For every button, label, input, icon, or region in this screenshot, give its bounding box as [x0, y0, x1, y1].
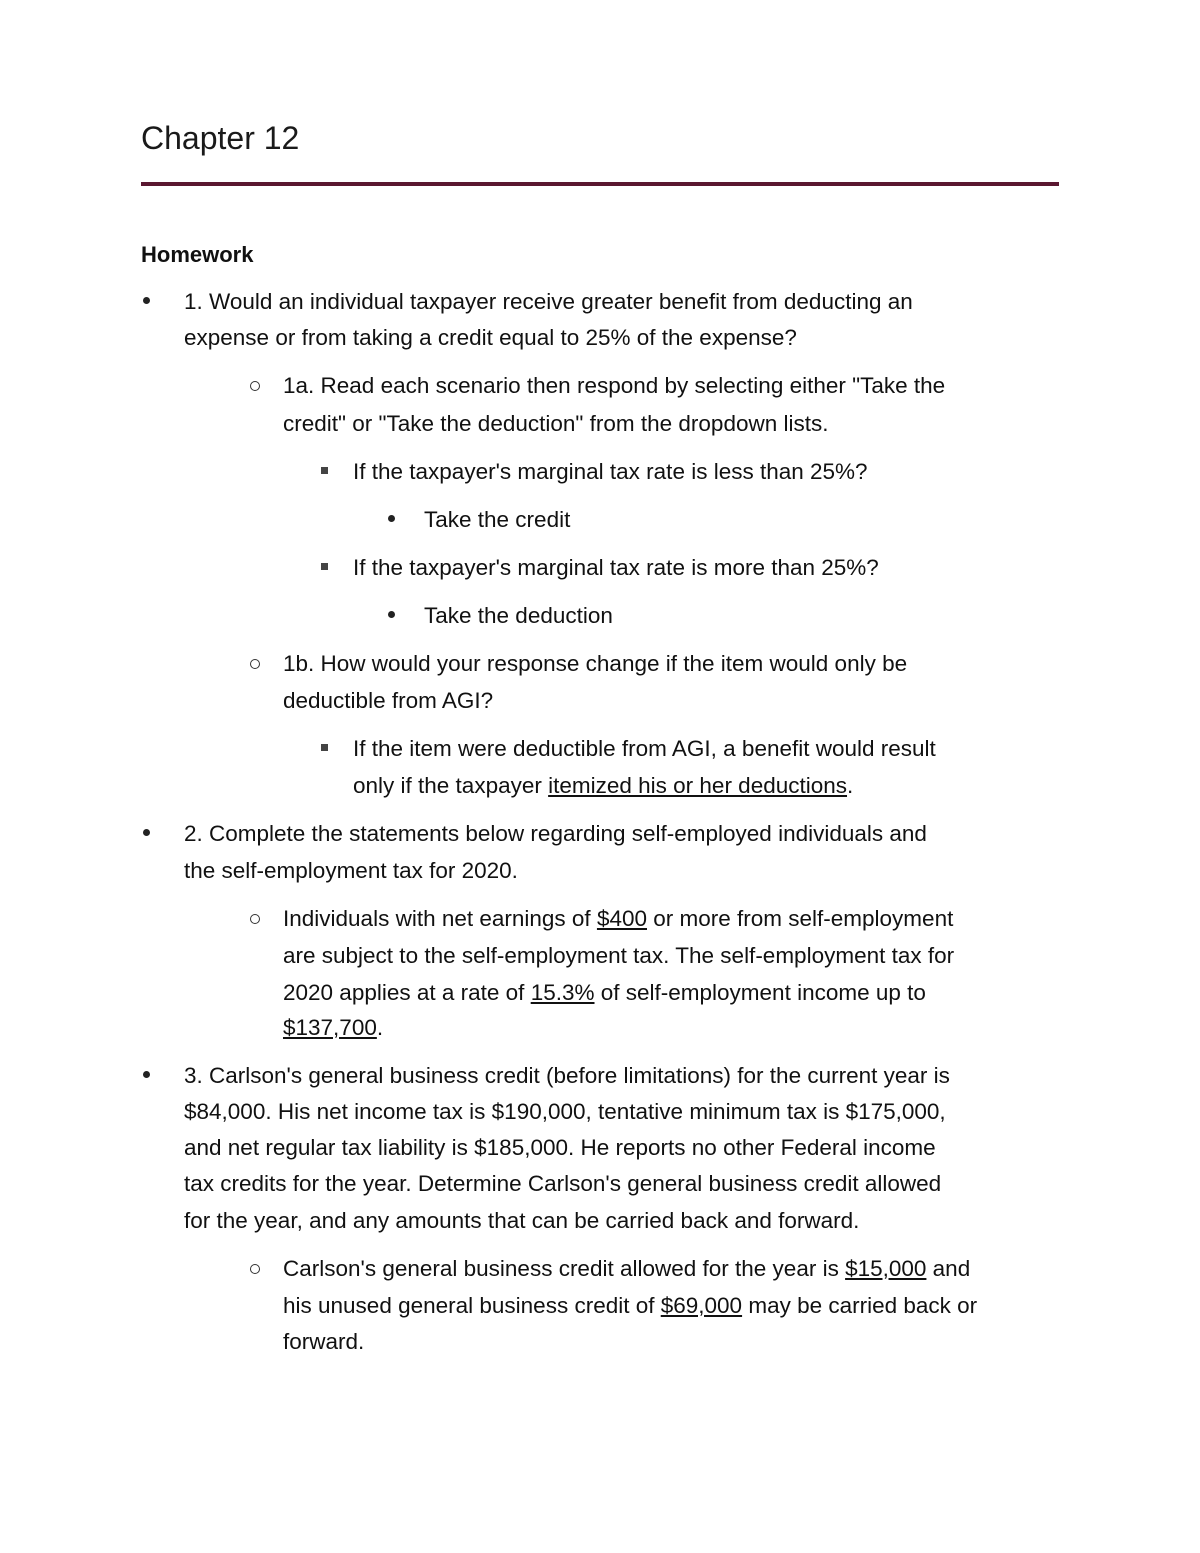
bullet-square-icon: [321, 563, 328, 570]
q1b-answer: itemized his or her deductions: [548, 773, 848, 798]
q2-text: of self-employment income up to: [594, 980, 926, 1005]
bullet-dot-icon: [143, 829, 150, 836]
q1-line: expense or from taking a credit equal to 25% of the expense?: [184, 325, 797, 350]
q3-text: and: [926, 1256, 971, 1281]
q3-text: may be carried back or: [742, 1293, 978, 1318]
bullet-circle-icon: [250, 914, 260, 924]
q2-answer-line: [283, 978, 926, 1008]
title-rule: [141, 182, 1059, 186]
q1a-answer: Take the credit: [424, 507, 571, 532]
bullet-circle-icon: [250, 1264, 260, 1274]
q3-answer-allowed: $15,000: [845, 1256, 927, 1281]
q2-line: the self-employment tax for 2020.: [184, 858, 518, 883]
q3-text: Carlson's general business credit allowed for the year is: [283, 1256, 846, 1281]
q3-answer-line: [283, 1291, 977, 1321]
section-heading: Homework: [141, 242, 254, 267]
q1a-scenario: If the taxpayer's marginal tax rate is more than 25%?: [353, 555, 879, 580]
q2-answer-line: are subject to the self-employment tax. The self-employment tax for: [283, 943, 955, 968]
bullet-dot-icon: [388, 515, 395, 522]
q3-answer-unused: $69,000: [660, 1293, 743, 1318]
q2-answer-earnings: $400: [596, 906, 647, 931]
q1a-line: credit" or "Take the deduction" from the dropdown lists.: [283, 411, 829, 436]
q1b-answer-suffix: .: [847, 773, 854, 798]
q2-text: .: [376, 1015, 384, 1040]
q1b-line: deductible from AGI?: [283, 688, 494, 713]
q1b-answer-line: If the item were deductible from AGI, a benefit would result: [353, 736, 936, 761]
bullet-circle-icon: [250, 659, 260, 669]
q2-text: or more from self-employment: [647, 906, 954, 931]
q1a-line: 1a. Read each scenario then respond by selecting either "Take the: [283, 373, 946, 398]
page-title: Chapter 12: [141, 120, 300, 156]
q3-answer-line: [283, 1254, 970, 1284]
q1b-line: 1b. How would your response change if the item would only be: [283, 651, 908, 676]
bullet-circle-icon: [250, 381, 260, 391]
q1a-scenario: If the taxpayer's marginal tax rate is less than 25%?: [353, 459, 868, 484]
bullet-square-icon: [321, 467, 328, 474]
q1b-answer-prefix: only if the taxpayer: [353, 773, 549, 798]
q2-answer-line: [283, 904, 953, 934]
q2-answer-line: [283, 1013, 383, 1043]
q2-line: 2. Complete the statements below regarding self-employed individuals and: [184, 821, 927, 846]
q1-line: 1. Would an individual taxpayer receive greater benefit from deducting an: [184, 289, 913, 314]
q2-text: Individuals with net earnings of: [283, 906, 597, 931]
q3-line: tax credits for the year. Determine Carlson's general business credit allowed: [184, 1171, 942, 1196]
q3-line: $84,000. His net income tax is $190,000, tentative minimum tax is $175,000,: [184, 1099, 946, 1124]
q3-line: for the year, and any amounts that can be carried back and forward.: [184, 1208, 860, 1233]
bullet-square-icon: [321, 744, 328, 751]
q1a-answer: Take the deduction: [424, 603, 613, 628]
bullet-dot-icon: [388, 611, 395, 618]
q3-answer-line: forward.: [283, 1329, 365, 1354]
q1b-answer-line: [353, 771, 853, 801]
q3-line: and net regular tax liability is $185,000. He reports no other Federal income: [184, 1135, 936, 1160]
bullet-dot-icon: [143, 297, 150, 304]
q2-answer-rate: 15.3%: [530, 980, 595, 1005]
q3-text: his unused general business credit of: [283, 1293, 661, 1318]
q3-line: 3. Carlson's general business credit (before limitations) for the current year is: [184, 1063, 950, 1088]
bullet-dot-icon: [143, 1071, 150, 1078]
q2-answer-base: $137,700: [283, 1015, 377, 1040]
q2-text: 2020 applies at a rate of: [283, 980, 531, 1005]
